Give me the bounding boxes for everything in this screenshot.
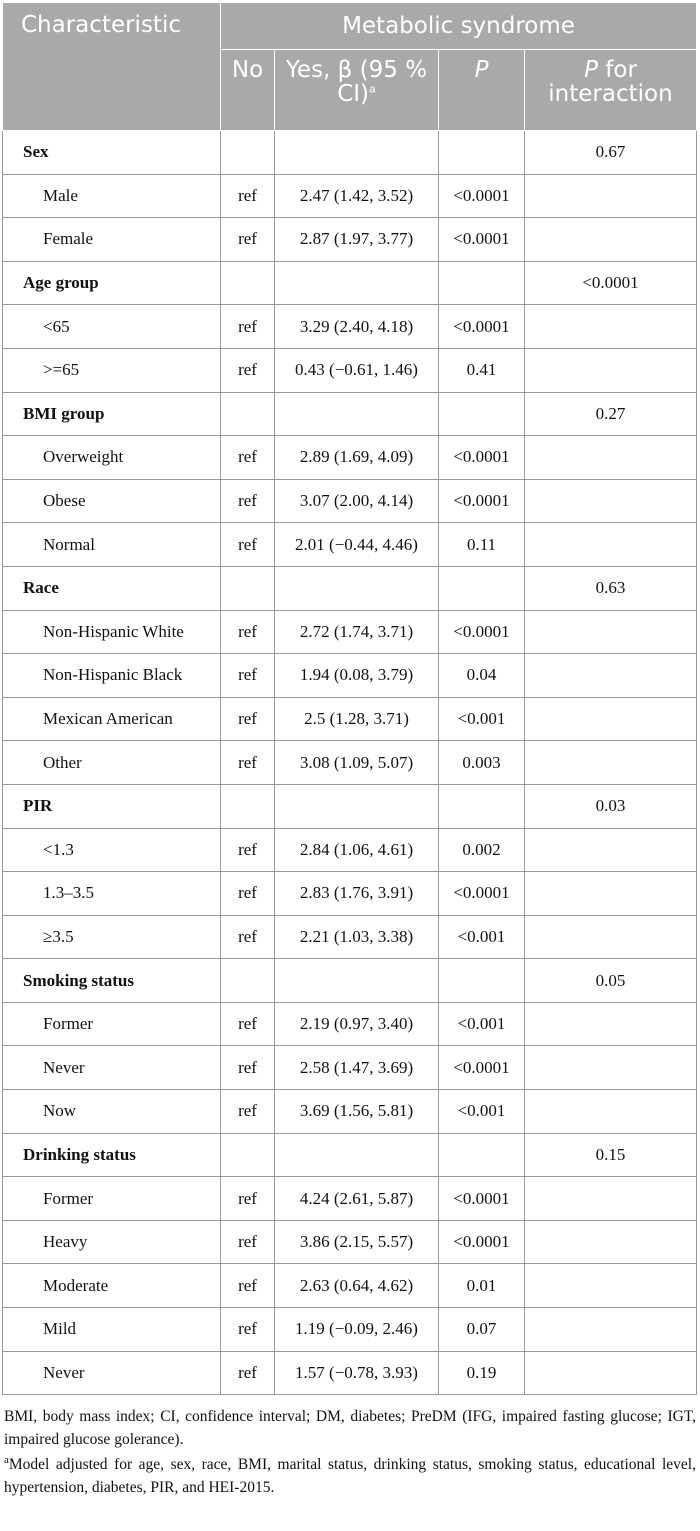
- cell-p-interaction: [525, 1351, 697, 1395]
- cell-p: <0.001: [439, 1002, 525, 1046]
- cell-characteristic: Former: [3, 1002, 221, 1046]
- header-p: [439, 50, 525, 131]
- group-row: [3, 784, 697, 828]
- cell-p-interaction: [525, 305, 697, 349]
- cell-p-interaction: 0.63: [525, 566, 697, 610]
- cell-no: [221, 784, 275, 828]
- table-row: [3, 305, 697, 349]
- cell-beta-ci: [275, 131, 439, 175]
- cell-characteristic: Never: [3, 1351, 221, 1395]
- cell-no: ref: [221, 479, 275, 523]
- cell-no: ref: [221, 654, 275, 698]
- cell-p: <0.0001: [439, 610, 525, 654]
- cell-p-interaction: [525, 872, 697, 916]
- cell-beta-ci: [275, 1133, 439, 1177]
- cell-no: [221, 1133, 275, 1177]
- footnote-a-text: Model adjusted for age, sex, race, BMI, marital status, drinking status, smoking status, educational level, hypertension, diabetes, PIR, and HEI-2015.: [4, 1456, 696, 1497]
- header-yes-label: Yes, β (95 % CI): [285, 57, 428, 107]
- cell-characteristic: ≥3.5: [3, 915, 221, 959]
- table-row: [3, 1046, 697, 1090]
- cell-p: [439, 566, 525, 610]
- cell-beta-ci: 3.86 (2.15, 5.57): [275, 1220, 439, 1264]
- cell-characteristic: Drinking status: [3, 1133, 221, 1177]
- cell-p: [439, 959, 525, 1003]
- cell-p-interaction: 0.05: [525, 959, 697, 1003]
- cell-characteristic: Sex: [3, 131, 221, 175]
- table-row: [3, 523, 697, 567]
- table-container: [2, 2, 696, 1501]
- cell-p-interaction: [525, 697, 697, 741]
- table-row: [3, 1002, 697, 1046]
- cell-beta-ci: 2.21 (1.03, 3.38): [275, 915, 439, 959]
- cell-beta-ci: 2.89 (1.69, 4.09): [275, 436, 439, 480]
- cell-p: <0.001: [439, 697, 525, 741]
- cell-no: ref: [221, 174, 275, 218]
- header-no: No: [221, 50, 275, 131]
- cell-p-interaction: [525, 1308, 697, 1352]
- cell-characteristic: Male: [3, 174, 221, 218]
- cell-p-interaction: [525, 610, 697, 654]
- table-row: [3, 1220, 697, 1264]
- table-row: [3, 348, 697, 392]
- table-row: [3, 654, 697, 698]
- cell-p-interaction: [525, 915, 697, 959]
- cell-p-interaction: [525, 174, 697, 218]
- cell-characteristic: Female: [3, 218, 221, 262]
- cell-beta-ci: 3.29 (2.40, 4.18): [275, 305, 439, 349]
- header-yes-beta: [275, 50, 439, 131]
- cell-characteristic: Obese: [3, 479, 221, 523]
- group-row: [3, 959, 697, 1003]
- table-row: [3, 436, 697, 480]
- cell-no: ref: [221, 1220, 275, 1264]
- table-row: [3, 174, 697, 218]
- cell-beta-ci: [275, 959, 439, 1003]
- cell-beta-ci: [275, 261, 439, 305]
- table-row: [3, 1177, 697, 1221]
- cell-no: ref: [221, 741, 275, 785]
- cell-p-interaction: [525, 741, 697, 785]
- cell-p: [439, 1133, 525, 1177]
- cell-p: [439, 261, 525, 305]
- cell-characteristic: Mild: [3, 1308, 221, 1352]
- cell-p-interaction: [525, 523, 697, 567]
- cell-no: ref: [221, 218, 275, 262]
- cell-no: ref: [221, 828, 275, 872]
- cell-beta-ci: [275, 392, 439, 436]
- cell-characteristic: Smoking status: [3, 959, 221, 1003]
- cell-beta-ci: 3.69 (1.56, 5.81): [275, 1090, 439, 1134]
- cell-characteristic: Normal: [3, 523, 221, 567]
- cell-characteristic: Now: [3, 1090, 221, 1134]
- cell-p-interaction: [525, 1090, 697, 1134]
- cell-p-interaction: 0.27: [525, 392, 697, 436]
- group-row: [3, 261, 697, 305]
- cell-p-interaction: [525, 1046, 697, 1090]
- cell-beta-ci: 2.83 (1.76, 3.91): [275, 872, 439, 916]
- footnotes: [2, 1405, 696, 1499]
- cell-p: <0.001: [439, 1090, 525, 1134]
- cell-p-interaction: 0.67: [525, 131, 697, 175]
- cell-no: ref: [221, 915, 275, 959]
- cell-p-interaction: <0.0001: [525, 261, 697, 305]
- cell-beta-ci: 2.47 (1.42, 3.52): [275, 174, 439, 218]
- table-row: [3, 915, 697, 959]
- table-row: [3, 1308, 697, 1352]
- cell-beta-ci: 2.87 (1.97, 3.77): [275, 218, 439, 262]
- table-row: [3, 697, 697, 741]
- cell-p: [439, 784, 525, 828]
- cell-characteristic: Non-Hispanic White: [3, 610, 221, 654]
- table-row: [3, 1264, 697, 1308]
- cell-no: ref: [221, 1090, 275, 1134]
- cell-no: [221, 261, 275, 305]
- cell-no: ref: [221, 872, 275, 916]
- cell-no: [221, 566, 275, 610]
- cell-beta-ci: 2.01 (−0.44, 4.46): [275, 523, 439, 567]
- cell-no: ref: [221, 436, 275, 480]
- header-p-int-rest: for interaction: [548, 57, 673, 107]
- cell-p-interaction: [525, 828, 697, 872]
- cell-p-interaction: 0.15: [525, 1133, 697, 1177]
- cell-p: 0.11: [439, 523, 525, 567]
- cell-p: 0.003: [439, 741, 525, 785]
- table-row: [3, 872, 697, 916]
- cell-p: <0.0001: [439, 1177, 525, 1221]
- cell-p: 0.19: [439, 1351, 525, 1395]
- cell-no: ref: [221, 1177, 275, 1221]
- cell-characteristic: Never: [3, 1046, 221, 1090]
- cell-characteristic: Other: [3, 741, 221, 785]
- cell-characteristic: PIR: [3, 784, 221, 828]
- cell-no: [221, 392, 275, 436]
- group-row: [3, 392, 697, 436]
- cell-beta-ci: 2.19 (0.97, 3.40): [275, 1002, 439, 1046]
- footnote-a-mark: a: [4, 1454, 9, 1467]
- cell-p: <0.0001: [439, 218, 525, 262]
- cell-no: ref: [221, 1046, 275, 1090]
- cell-p-interaction: [525, 1220, 697, 1264]
- cell-p: 0.04: [439, 654, 525, 698]
- cell-p: <0.0001: [439, 479, 525, 523]
- cell-p: 0.07: [439, 1308, 525, 1352]
- cell-beta-ci: 2.72 (1.74, 3.71): [275, 610, 439, 654]
- cell-p: [439, 392, 525, 436]
- cell-beta-ci: 1.94 (0.08, 3.79): [275, 654, 439, 698]
- cell-characteristic: BMI group: [3, 392, 221, 436]
- cell-no: ref: [221, 1351, 275, 1395]
- cell-characteristic: Overweight: [3, 436, 221, 480]
- group-row: [3, 566, 697, 610]
- cell-no: ref: [221, 305, 275, 349]
- cell-beta-ci: 3.07 (2.00, 4.14): [275, 479, 439, 523]
- table-row: [3, 828, 697, 872]
- cell-p: 0.002: [439, 828, 525, 872]
- cell-beta-ci: 3.08 (1.09, 5.07): [275, 741, 439, 785]
- cell-p: 0.41: [439, 348, 525, 392]
- group-row: [3, 1133, 697, 1177]
- cell-p: <0.0001: [439, 872, 525, 916]
- cell-p-interaction: [525, 218, 697, 262]
- cell-characteristic: Moderate: [3, 1264, 221, 1308]
- cell-characteristic: Non-Hispanic Black: [3, 654, 221, 698]
- cell-characteristic: Age group: [3, 261, 221, 305]
- header-p-label: P: [474, 57, 489, 83]
- group-row: [3, 131, 697, 175]
- cell-p-interaction: [525, 479, 697, 523]
- table-row: [3, 1090, 697, 1134]
- cell-beta-ci: 0.43 (−0.61, 1.46): [275, 348, 439, 392]
- cell-p: 0.01: [439, 1264, 525, 1308]
- table-row: [3, 479, 697, 523]
- cell-characteristic: Heavy: [3, 1220, 221, 1264]
- cell-p: <0.0001: [439, 1046, 525, 1090]
- cell-beta-ci: [275, 566, 439, 610]
- cell-no: ref: [221, 1264, 275, 1308]
- cell-characteristic: >=65: [3, 348, 221, 392]
- cell-p-interaction: [525, 1177, 697, 1221]
- cell-p: <0.0001: [439, 1220, 525, 1264]
- cell-beta-ci: 2.58 (1.47, 3.69): [275, 1046, 439, 1090]
- results-table: [2, 2, 697, 1395]
- cell-p: <0.0001: [439, 174, 525, 218]
- cell-p: <0.0001: [439, 305, 525, 349]
- cell-p: <0.001: [439, 915, 525, 959]
- cell-beta-ci: 2.5 (1.28, 3.71): [275, 697, 439, 741]
- cell-characteristic: <1.3: [3, 828, 221, 872]
- cell-characteristic: 1.3–3.5: [3, 872, 221, 916]
- cell-beta-ci: 1.57 (−0.78, 3.93): [275, 1351, 439, 1395]
- cell-no: [221, 131, 275, 175]
- cell-p-interaction: [525, 654, 697, 698]
- cell-no: ref: [221, 523, 275, 567]
- table-header: [3, 3, 697, 131]
- cell-no: ref: [221, 697, 275, 741]
- table-row: [3, 741, 697, 785]
- cell-no: ref: [221, 348, 275, 392]
- cell-p-interaction: [525, 348, 697, 392]
- footnote-abbreviations: BMI, body mass index; CI, confidence interval; DM, diabetes; PreDM (IFG, impaired fasting glucose; IGT, impaired glucose golerance).: [4, 1408, 696, 1449]
- table-row: [3, 1351, 697, 1395]
- cell-p-interaction: [525, 1264, 697, 1308]
- cell-beta-ci: 2.63 (0.64, 4.62): [275, 1264, 439, 1308]
- cell-characteristic: Former: [3, 1177, 221, 1221]
- cell-beta-ci: 4.24 (2.61, 5.87): [275, 1177, 439, 1221]
- cell-p-interaction: [525, 1002, 697, 1046]
- table-body: [3, 131, 697, 1395]
- cell-characteristic: Race: [3, 566, 221, 610]
- header-metabolic-syndrome: Metabolic syndrome: [221, 3, 697, 50]
- footnote-a: [4, 1453, 696, 1499]
- cell-p-interaction: [525, 436, 697, 480]
- cell-no: [221, 959, 275, 1003]
- cell-beta-ci: [275, 784, 439, 828]
- cell-p: [439, 131, 525, 175]
- cell-no: ref: [221, 1308, 275, 1352]
- cell-no: ref: [221, 610, 275, 654]
- cell-no: ref: [221, 1002, 275, 1046]
- cell-characteristic: <65: [3, 305, 221, 349]
- table-row: [3, 610, 697, 654]
- cell-p: <0.0001: [439, 436, 525, 480]
- cell-characteristic: Mexican American: [3, 697, 221, 741]
- cell-beta-ci: 1.19 (−0.09, 2.46): [275, 1308, 439, 1352]
- header-characteristic: Characteristic: [3, 3, 221, 131]
- cell-p-interaction: 0.03: [525, 784, 697, 828]
- header-yes-sup: a: [369, 82, 376, 96]
- header-p-interaction: [525, 50, 697, 131]
- header-p-int-p: P: [584, 57, 598, 83]
- cell-beta-ci: 2.84 (1.06, 4.61): [275, 828, 439, 872]
- table-row: [3, 218, 697, 262]
